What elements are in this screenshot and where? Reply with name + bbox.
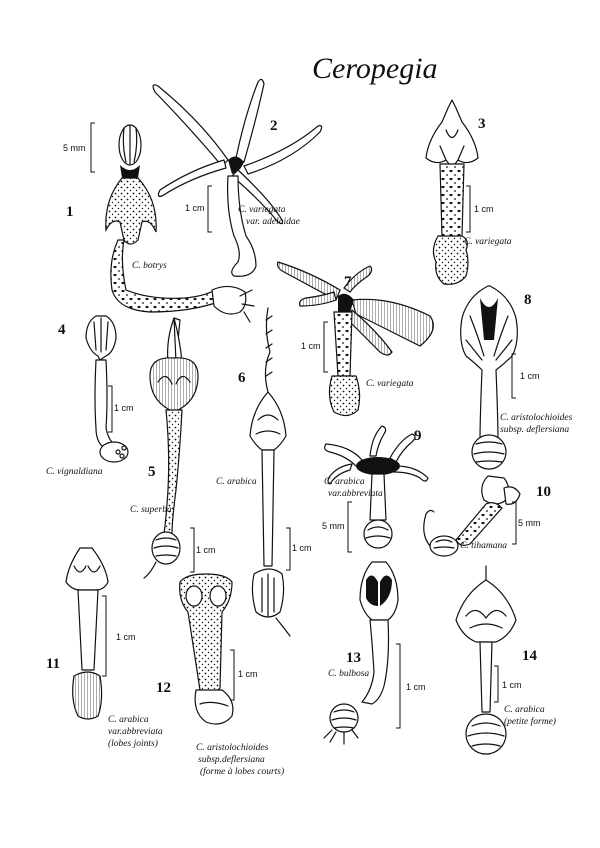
scale-label-14: 1 cm [502,680,522,690]
specimen-4 [46,316,134,477]
specimen-label-4-line-1: C. vignaldiana [46,467,103,477]
scale-label-1: 5 mm [63,143,86,153]
flower-drawing-2 [153,79,322,276]
specimen-label-5-line-1: C. superba [130,505,172,515]
scale-bar-6 [286,528,290,570]
specimen-label-14-line-1: C. arabica [504,705,545,715]
plate-title: Ceropegia [312,52,438,85]
specimen-label-13-line-1: C. bulbosa [328,669,370,679]
specimen-number-5: 5 [148,464,156,480]
scale-bar-5 [190,528,194,572]
scale-bar-10 [512,502,516,544]
scale-bar-13 [396,644,400,728]
specimen-number-1: 1 [66,204,74,220]
specimen-label-2-line-1: C. variegata [238,205,286,215]
specimen-number-13: 13 [346,650,361,666]
specimen-8 [461,286,573,469]
scale-bar-12 [230,650,234,700]
specimen-label-12-line-3: (forme à lobes courts) [200,767,285,777]
specimen-label-7-line-1: C. variegata [366,379,414,389]
specimen-label-11-line-3: (lobes joints) [108,739,158,749]
specimen-label-6-line-1: C. arabica [216,477,257,487]
specimen-label-11-line-1: C. arabica [108,715,149,725]
scale-label-13: 1 cm [406,682,426,692]
scale-label-7: 1 cm [301,341,321,351]
specimen-10 [424,476,551,556]
scale-label-6: 1 cm [292,543,312,553]
specimen-label-8-line-2: subsp. deflersiana [500,425,570,435]
scale-bar-7 [324,322,328,372]
flower-drawing-5 [144,318,198,578]
specimen-label-8-line-1: C. aristolochioides [500,413,573,423]
scale-label-2: 1 cm [185,203,205,213]
specimen-label-3-line-1: C. variegata [464,237,512,247]
flower-drawing-4 [86,316,128,462]
specimen-number-4: 4 [58,322,66,338]
scale-bar-2 [208,186,212,232]
specimen-2 [153,79,322,276]
scale-label-12: 1 cm [238,669,258,679]
flower-drawing-6 [250,308,290,636]
specimen-number-7: 7 [344,274,352,290]
specimen-label-1-line-1: C. botrys [132,261,167,271]
specimen-14 [456,566,556,754]
scale-bar-8 [512,354,516,398]
specimen-label-14-line-2: (petite forme) [504,717,556,727]
scale-bar-11 [102,596,106,676]
scale-label-4: 1 cm [114,403,134,413]
specimen-7 [278,262,434,416]
specimen-number-9: 9 [414,428,422,444]
specimen-number-3: 3 [478,116,486,132]
scale-label-9: 5 mm [322,521,345,531]
specimen-13 [324,562,426,744]
flower-drawing-8 [461,286,518,469]
specimen-number-6: 6 [238,370,246,386]
scale-bar-3 [466,186,470,232]
scale-label-8: 1 cm [520,371,540,381]
specimen-number-10: 10 [536,484,551,500]
specimen-number-2: 2 [270,118,278,134]
specimen-label-10-line-1: C. tihamana [460,541,507,551]
specimen-label-9-line-1: C. arabica [324,477,365,487]
specimen-label-12-line-2: subsp.deflersiana [198,755,265,765]
scale-bar-4 [108,386,112,432]
specimen-label-2-line-2: var. adelaidae [246,217,300,227]
specimen-label-9-line-2: var.abbreviata [328,489,383,499]
flower-drawing-7 [278,262,434,416]
specimen-number-12: 12 [156,680,171,696]
scale-bar-14 [494,666,498,702]
specimen-number-8: 8 [524,292,532,308]
scale-label-11: 1 cm [116,632,136,642]
specimen-1 [63,123,254,322]
scale-label-5: 1 cm [196,545,216,555]
flower-drawing-13 [324,562,398,744]
flower-drawing-12 [180,574,233,724]
specimen-number-11: 11 [46,656,61,672]
scale-bar-1 [91,123,95,172]
specimen-3 [426,100,512,284]
scale-label-3: 1 cm [474,204,494,214]
flower-drawing-11 [66,548,108,719]
specimen-label-11-line-2: var.abbreviata [108,727,163,737]
specimen-5 [130,318,216,578]
specimen-11 [46,548,163,749]
specimen-9 [322,426,428,552]
specimen-label-12-line-1: C. aristolochioides [196,743,269,753]
scale-label-10: 5 mm [518,518,541,528]
scale-bar-9 [348,502,352,552]
specimen-number-14: 14 [522,648,537,664]
